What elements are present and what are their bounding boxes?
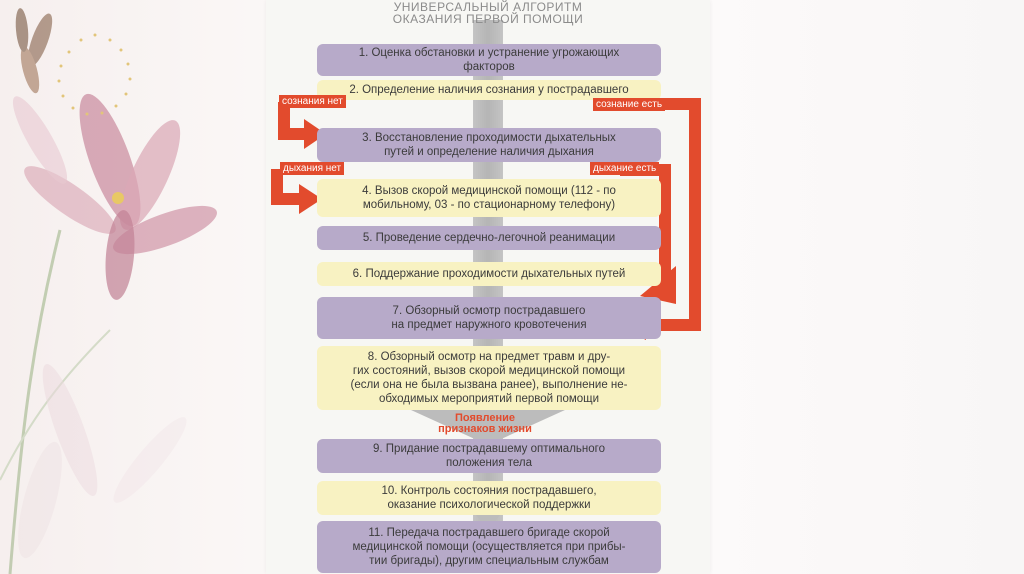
step-6-text — [353, 267, 626, 281]
step-8-line: 8. Обзорный осмотр на предмет травм и дру- — [367, 351, 611, 363]
step-8-line: гих состояний, вызов скорой медицинской помощи — [352, 365, 626, 377]
signs-of-life-label — [430, 413, 540, 435]
step-10 — [317, 481, 661, 515]
step-7-line: 7. Обзорный осмотр пострадавшего — [392, 305, 586, 317]
step-11 — [317, 521, 661, 573]
step-3-line: 3. Восстановление проходимости дыхательных — [362, 132, 616, 144]
step-7-text — [391, 304, 586, 332]
step-3-text — [362, 131, 616, 159]
step-10-text — [381, 484, 596, 512]
step-5 — [317, 226, 661, 250]
step-3 — [317, 128, 661, 162]
step-5-line: 5. Проведение сердечно-легочной реанимации — [362, 232, 616, 244]
step-6-line: 6. Поддержание проходимости дыхательных путей — [352, 268, 626, 280]
step-2 — [317, 80, 661, 100]
step-4-line: 4. Вызов скорой медицинской помощи (112 - по — [362, 185, 616, 197]
step-11-text — [352, 526, 625, 568]
step-1-line: факторов — [463, 61, 515, 73]
step-9-line: 9. Придание пострадавшему оптимального — [373, 443, 605, 455]
step-3-line: путей и определение наличия дыхания — [384, 146, 594, 158]
label-no-consciousness: сознания нет — [279, 95, 346, 108]
step-2-line: 2. Определение наличия сознания у пострадавшего — [349, 84, 629, 96]
step-8-line: обходимых мероприятий первой помощи — [378, 393, 600, 405]
label-breathing-yes: дыхание есть — [590, 162, 659, 175]
step-9-line: положения тела — [445, 457, 533, 469]
step-1-line: 1. Оценка обстановки и устранение угрожающих — [358, 47, 620, 59]
label-consciousness-yes: сознание есть — [593, 98, 665, 111]
step-9 — [317, 439, 661, 473]
step-8-text — [351, 350, 628, 406]
step-7-line: на предмет наружного кровотечения — [391, 319, 587, 331]
step-10-line: оказание психологической поддержки — [387, 499, 591, 511]
step-5-text — [363, 231, 615, 245]
step-1 — [317, 44, 661, 76]
step-4 — [317, 179, 661, 217]
label-no-breathing: дыхания нет — [280, 162, 344, 175]
title-line-1: УНИВЕРСАЛЬНЫЙ АЛГОРИТМ — [393, 0, 583, 14]
step-8-line: (если она не была вызвана ранее), выполнение не- — [350, 379, 628, 391]
step-7 — [317, 297, 661, 339]
step-9-text — [373, 442, 605, 470]
title-line-2: ОКАЗАНИЯ ПЕРВОЙ ПОМОЩИ — [392, 12, 584, 26]
step-11-line: 11. Передача пострадавшего бригаде скорой — [368, 527, 610, 539]
step-11-line: тии бригады), другим специальным службам — [369, 555, 609, 567]
step-1-text — [359, 46, 620, 74]
step-6 — [317, 262, 661, 286]
step-2-text — [349, 83, 628, 97]
step-4-text — [362, 184, 616, 212]
signs-line-1: Появление — [454, 412, 515, 424]
step-8 — [317, 346, 661, 410]
signs-line-2: признаков жизни — [438, 423, 532, 435]
step-10-line: 10. Контроль состояния пострадавшего, — [381, 485, 597, 497]
step-4-line: мобильному, 03 - по стационарному телефону) — [362, 199, 616, 211]
step-11-line: медицинской помощи (осуществляется при прибы- — [352, 541, 626, 553]
